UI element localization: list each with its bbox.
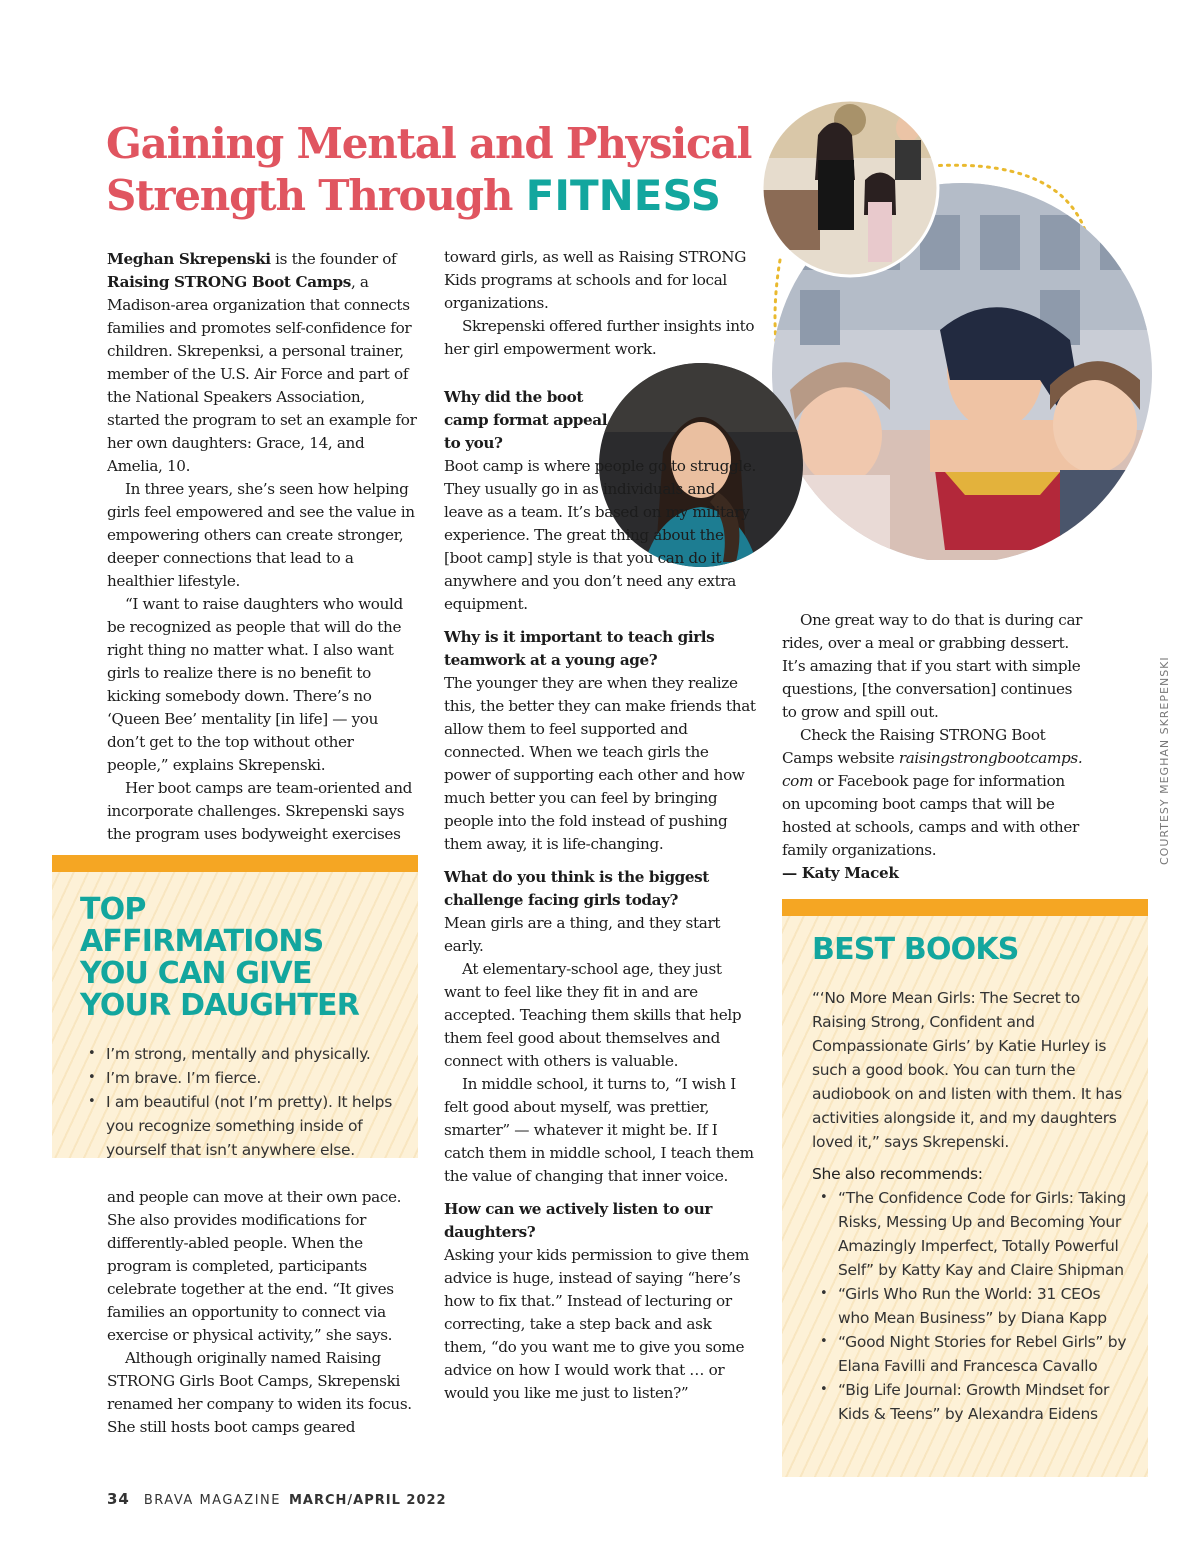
column-1-top: [107, 248, 419, 846]
books-list: [812, 1186, 1128, 1426]
affirmations-list: [80, 1042, 398, 1162]
list-item: • “Big Life Journal: Growth Mindset for Kids & Teens” by Alexandra Eidens: [812, 1378, 1128, 1426]
page-footer: [107, 1490, 447, 1508]
body-paragraph: Although originally named Raising STRONG Girls Boot Camps, Skrepenski renamed her company to widen its focus. She still hosts boot camps geared: [107, 1349, 412, 1436]
website-text-a: Check the Raising STRONG Boot Camps website: [782, 726, 1046, 767]
box-band: [52, 855, 418, 872]
answer-paragraph: The younger they are when they realize this, the better they can make friends that allow them to feel supported and connected. When we teach girls the power of supporting each other and how much better you can feel by bringing people into the fold instead of pushing them away, it is life-changing.: [444, 674, 756, 853]
list-item: • “Girls Who Run the World: 31 CEOs who Mean Business” by Diana Kapp: [812, 1282, 1128, 1330]
photo-credit: COURTESY MEGHAN SKREPENSKI: [1158, 656, 1171, 865]
org-name: Raising STRONG Boot Camps: [107, 273, 351, 291]
article-title: [106, 118, 786, 222]
column-2: [444, 246, 756, 1405]
body-paragraph: In three years, she’s seen how helping girls feel empowered and see the value in empowering others can create stronger, deeper connections that lead to a healthier lifestyle.: [107, 480, 415, 590]
page-number: 34: [107, 1490, 130, 1508]
title-line-1: Gaining Mental and Physical: [106, 119, 752, 168]
books-heading: BEST BOOKS: [812, 932, 1019, 967]
founder-name: Meghan Skrepenski: [107, 250, 271, 268]
answer-paragraph: In middle school, it turns to, “I wish I felt good about myself, was prettier, smarter” — whatever it might be. If I catch them in middle school, I teach them the value of changing that inner voice.: [444, 1075, 754, 1185]
body-paragraph: Skrepenski offered further insights into her girl empowerment work.: [444, 317, 755, 358]
body-paragraph: toward girls, as well as Raising STRONG Kids programs at schools and for local organizations.: [444, 248, 747, 312]
body-paragraph: One great way to do that is during car rides, over a meal or grabbing dessert. It’s amazing that if you start with simple questions, [the conversation] continues to grow and spill out.: [782, 611, 1083, 721]
question-heading: How can we actively listen to our daughters?: [444, 1200, 713, 1241]
books-intro: “‘No More Mean Girls: The Secret to Raising Strong, Confident and Compassionate Girls’ by Katie Hurley is such a good book. You can turn the audiobook on and listen with them. It has activities alongside it, and my daughters loved it,” says Skrepenski.: [812, 989, 1122, 1151]
question-heading: Why is it important to teach girls teamwork at a young age?: [444, 628, 715, 669]
affirmations-heading: TOP AFFIRMATIONS YOU CAN GIVE YOUR DAUGHTER: [80, 892, 360, 1023]
title-line-2: Strength Through: [106, 171, 526, 220]
books-recommends-label: She also recommends:: [812, 1165, 983, 1183]
list-item: • “The Confidence Code for Girls: Taking Risks, Messing Up and Becoming Your Amazingly Imperfect, Totally Powerful Self” by Katty Kay and Claire Shipman: [812, 1186, 1128, 1282]
question-heading: What do you think is the biggest challenge facing girls today?: [444, 868, 709, 909]
affirmations-box: [52, 855, 418, 1158]
answer-paragraph: Asking your kids permission to give them advice is huge, instead of saying “here’s how to fix that.” Instead of lecturing or correcting, take a step back and ask them, “do you want me to give you some advice on how I would work that … or would you like me just to listen?”: [444, 1246, 749, 1402]
list-item: • I’m strong, mentally and physically.: [80, 1042, 398, 1066]
answer-paragraph: Boot camp is where people go to struggle. They usually go in as individuals and leave as a team. It’s based on my military experience. The great thing about the [boot camp] style is that you can do it anywhere and you don’t need any extra equipment.: [444, 457, 756, 613]
list-item: • I’m brave. I’m fierce.: [80, 1066, 398, 1090]
intro-paragraph: [107, 248, 419, 478]
list-item: • I am beautiful (not I’m pretty). It helps you recognize something inside of yourself that isn’t anywhere else.: [80, 1090, 398, 1162]
column-3: [782, 609, 1087, 885]
books-box: [782, 899, 1148, 1477]
body-paragraph: Her boot camps are team-oriented and incorporate challenges. Skrepenski says the program uses bodyweight exercises: [107, 779, 413, 843]
question-heading: Why did the boot camp format appeal to you?: [444, 388, 608, 452]
photo-collage: [740, 80, 1180, 560]
body-paragraph: “I want to raise daughters who would be recognized as people that will do the right thing no matter what. I also want girls to realize there is no benefit to kicking somebody down. There’s no ‘Queen Bee’ mentality [in life] — you don’t get to the top without other people,” explains Skrepenski.: [107, 595, 403, 774]
intro-text-a: is the founder of: [270, 250, 397, 268]
issue-date: MARCH/APRIL 2022: [288, 1493, 447, 1508]
website-text-b: or Facebook page for information on upcoming boot camps that will be hosted at schools, camps and with other family organizations.: [782, 772, 1079, 859]
body-paragraph: and people can move at their own pace. She also provides modifications for differently-abled people. When the program is completed, participants celebrate together at the end. “It gives families an opportunity to connect via exercise or physical activity,” she says.: [107, 1188, 402, 1344]
list-item: • “Good Night Stories for Rebel Girls” by Elana Favilli and Francesca Cavallo: [812, 1330, 1128, 1378]
answer-paragraph: Mean girls are a thing, and they start early.: [444, 914, 721, 955]
website-link[interactable]: raisingstrongbootcamps.com: [782, 749, 1083, 790]
answer-paragraph: At elementary-school age, they just want to feel like they fit in and are accepted. Teaching them skills that help them feel good about themselves and connect with others is valuable.: [444, 960, 742, 1070]
column-1-bottom: [107, 1186, 419, 1439]
magazine-name: BRAVA MAGAZINE: [143, 1493, 281, 1508]
title-accent: FITNESS: [525, 171, 722, 220]
box-band: [782, 899, 1148, 916]
body-paragraph: [782, 724, 1087, 862]
byline: — Katy Macek: [782, 864, 899, 882]
intro-text-b: , a Madison-area organization that connects families and promotes self-confidence for children. Skrepenksi, a personal trainer, member of the U.S. Air Force and part of the National Speakers Association, started the program to set an example for her own daughters: Grace, 14, and Amelia, 10.: [107, 273, 417, 475]
